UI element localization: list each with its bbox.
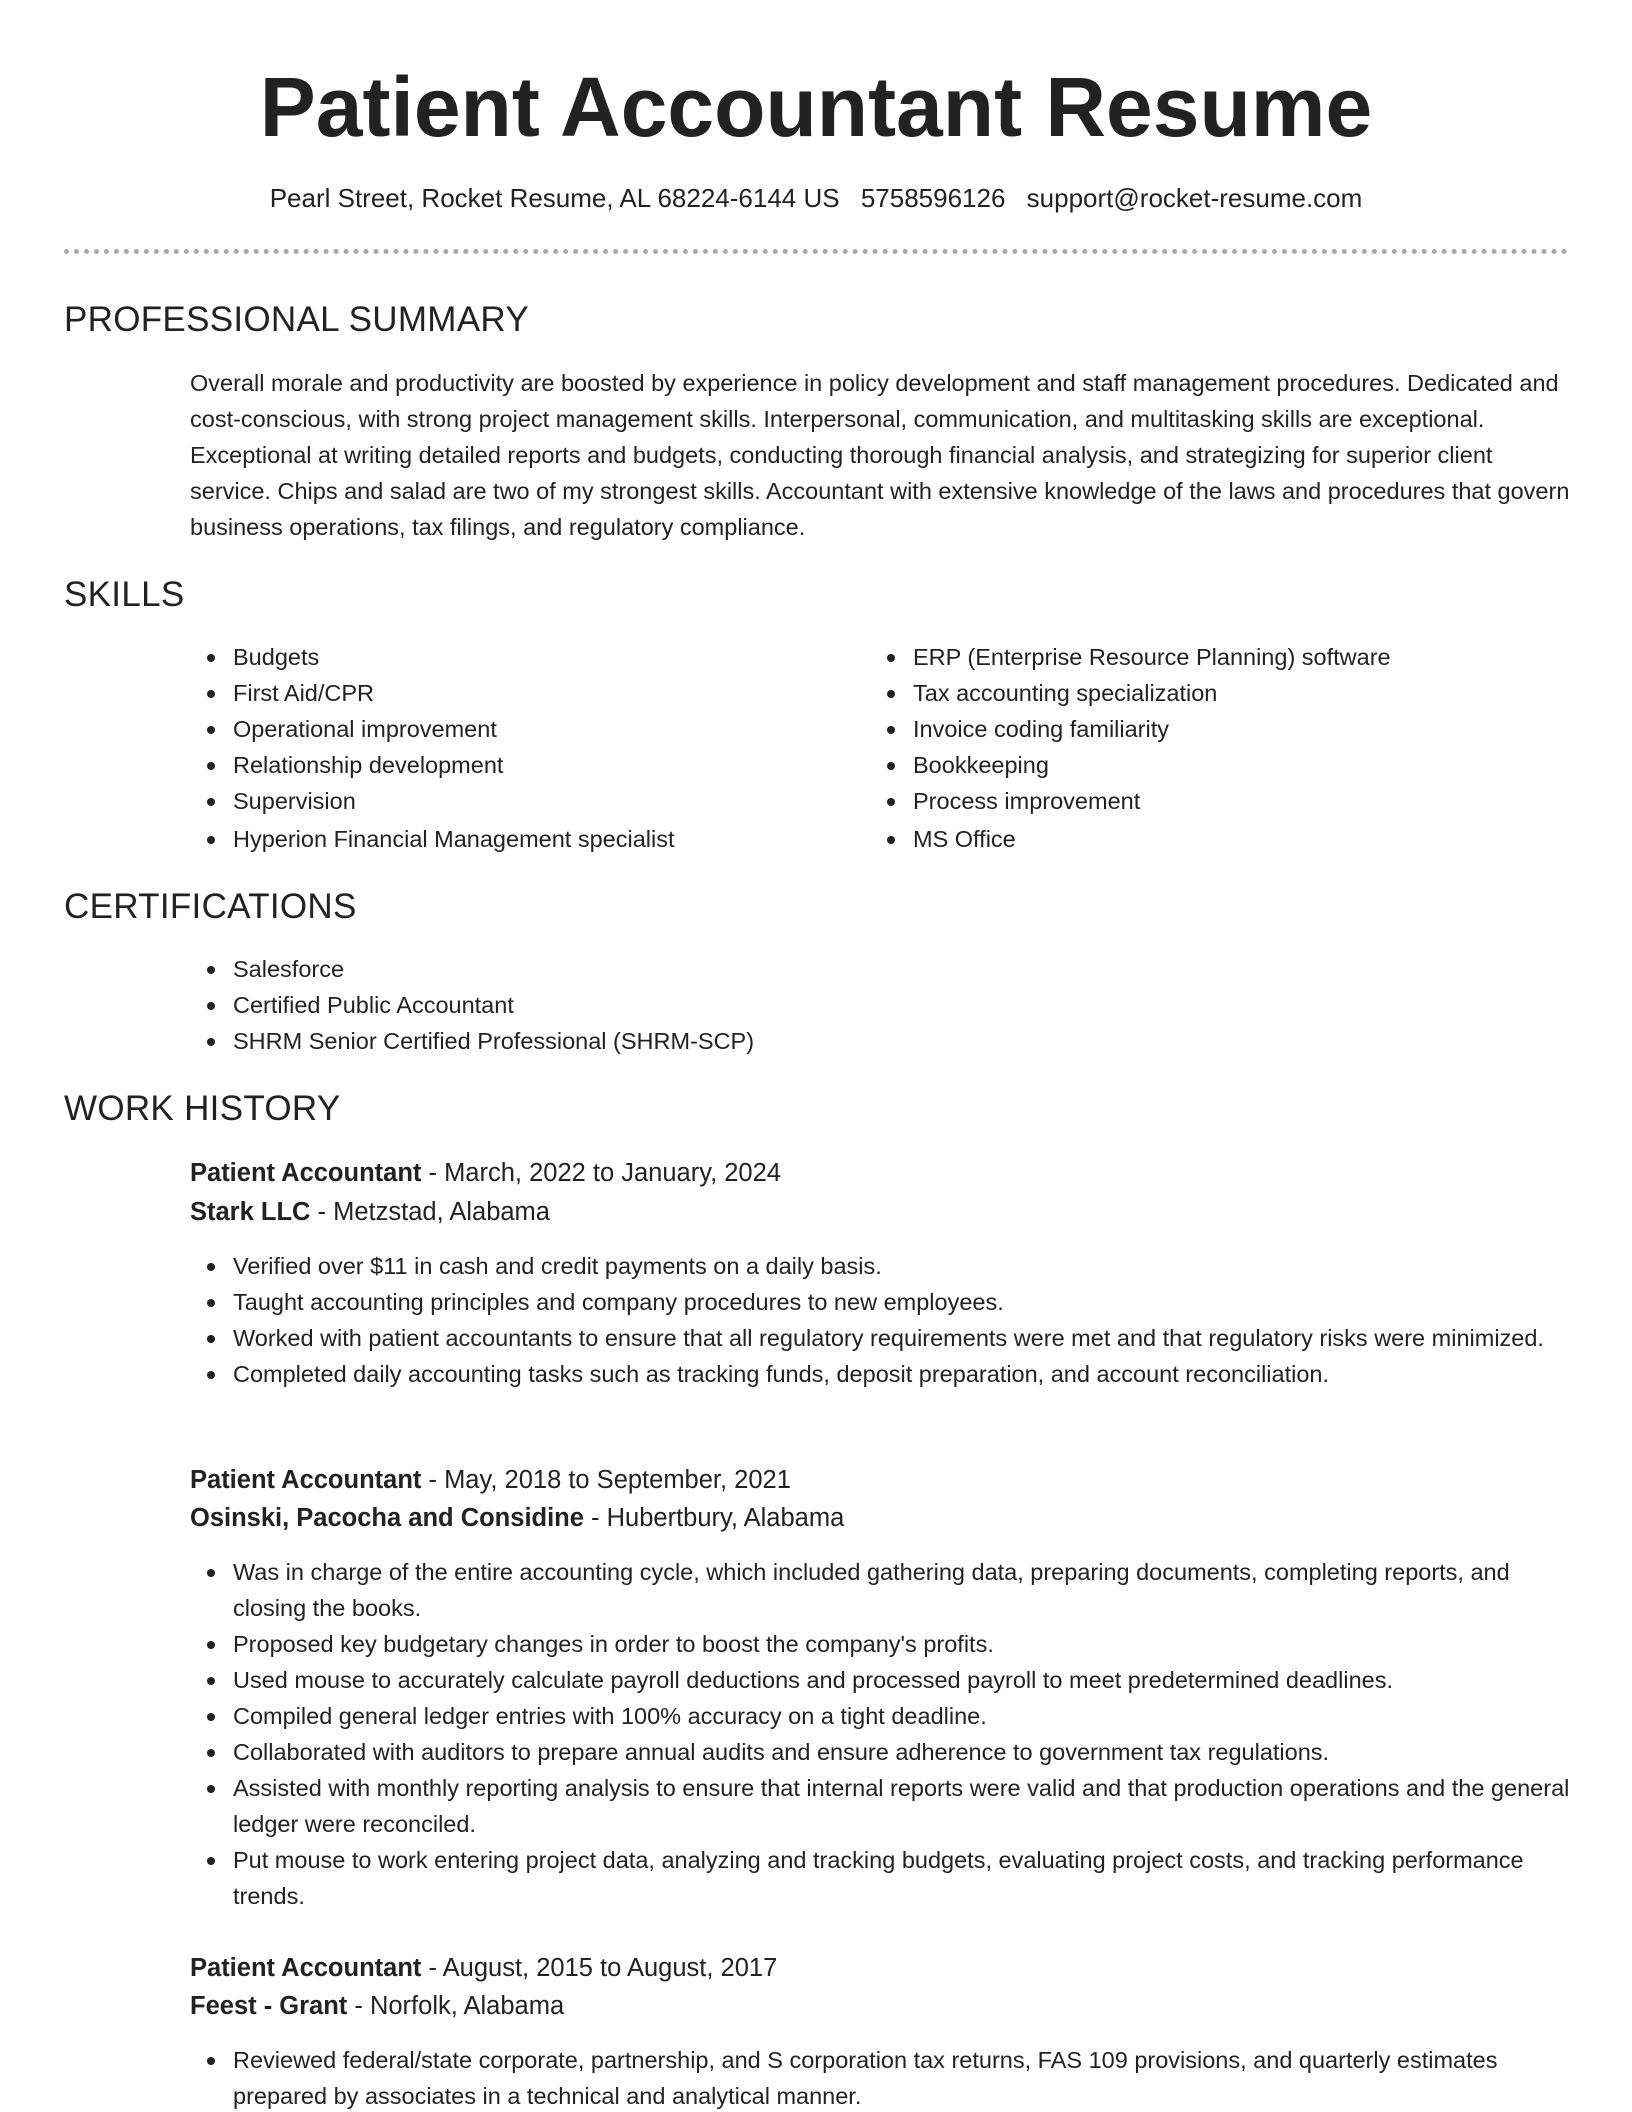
list-item: SHRM Senior Certified Professional (SHRM-SCP) <box>190 1023 1570 1059</box>
list-item: ERP (Enterprise Resource Planning) software <box>870 639 1570 675</box>
list-item: Completed daily accounting tasks such as tracking funds, deposit preparation, and account reconciliation. <box>190 1356 1580 1392</box>
list-item: Invoice coding familiarity <box>870 711 1570 747</box>
list-item: Assisted with monthly reporting analysis to ensure that internal reports were valid and that production operations and the general ledger were reconciled. <box>190 1770 1580 1842</box>
job-role: Patient Accountant <box>190 1159 422 1187</box>
address-text: Pearl Street, Rocket Resume, AL 68224-6144 US <box>269 183 840 213</box>
job-location: - Metzstad, Alabama <box>310 1198 550 1226</box>
skills-list-left <box>190 639 830 857</box>
contact-line <box>0 180 1632 216</box>
list-item: Tax accounting specialization <box>870 675 1570 711</box>
email-text: support@rocket-resume.com <box>1026 183 1363 213</box>
list-item: Relationship development <box>190 747 830 783</box>
job-company-line <box>190 1987 564 2025</box>
job-company: Stark LLC <box>190 1198 311 1226</box>
skills-heading: SKILLS <box>64 575 185 614</box>
list-item: Process improvement <box>870 783 1570 819</box>
job-duties-list <box>190 2042 1580 2112</box>
job-role: Patient Accountant <box>190 1954 422 1982</box>
header-divider <box>64 249 1568 254</box>
list-item: Salesforce <box>190 951 1570 987</box>
job-company-line <box>190 1499 844 1537</box>
job-duties-list <box>190 1248 1580 1392</box>
job-company: Osinski, Pacocha and Considine <box>190 1504 584 1532</box>
list-item: Hyperion Financial Management specialist <box>190 821 830 857</box>
certifications-list <box>190 951 1570 1059</box>
phone-text: 5758596126 <box>860 183 1006 213</box>
list-item: Operational improvement <box>190 711 830 747</box>
job-location: - Hubertbury, Alabama <box>583 1504 845 1532</box>
job-location: - Norfolk, Alabama <box>347 1992 565 2020</box>
resume-title: Patient Accountant Resume <box>259 60 1373 154</box>
list-item: Certified Public Accountant <box>190 987 1570 1023</box>
job-dates: - May, 2018 to September, 2021 <box>421 1466 791 1494</box>
summary-text: Overall morale and productivity are boosted by experience in policy development and staff management procedures. Dedicated and cost-conscious, with strong project management skills. Interpersonal, communication, and multitasking skills are exceptional. Exceptional at writing detailed reports and budgets, conducting thorough financial analysis, and strategizing for superior client service. Chips and salad are two of my strongest skills. Accountant with extensive knowledge of the laws and procedures that govern business operations, tax filings, and regulatory compliance. <box>190 370 1570 540</box>
list-item: Was in charge of the entire accounting cycle, which included gathering data, preparing documents, completing reports, and closing the books. <box>190 1554 1580 1626</box>
list-item: Taught accounting principles and company procedures to new employees. <box>190 1284 1580 1320</box>
job-title-line <box>190 1154 781 1192</box>
list-item: Collaborated with auditors to prepare annual audits and ensure adherence to government tax regulations. <box>190 1734 1580 1770</box>
job-company: Feest - Grant <box>190 1992 348 2020</box>
skills-list-right <box>870 639 1570 857</box>
job-dates: - March, 2022 to January, 2024 <box>421 1159 781 1187</box>
certifications-heading: CERTIFICATIONS <box>64 887 357 926</box>
job-duties-list <box>190 1554 1580 1914</box>
list-item: Used mouse to accurately calculate payroll deductions and processed payroll to meet predetermined deadlines. <box>190 1662 1580 1698</box>
list-item: Reviewed federal/state corporate, partnership, and S corporation tax returns, FAS 109 provisions, and quarterly estimates prepared by associates in a technical and analytical manner. <box>190 2042 1580 2112</box>
work-history-heading: WORK HISTORY <box>64 1089 341 1128</box>
list-item: First Aid/CPR <box>190 675 830 711</box>
job-title-line <box>190 1949 777 1987</box>
list-item: Proposed key budgetary changes in order to boost the company's profits. <box>190 1626 1580 1662</box>
job-title-line <box>190 1461 791 1499</box>
job-role: Patient Accountant <box>190 1466 422 1494</box>
summary-heading: PROFESSIONAL SUMMARY <box>64 300 529 339</box>
list-item: Compiled general ledger entries with 100% accuracy on a tight deadline. <box>190 1698 1580 1734</box>
list-item: Worked with patient accountants to ensure that all regulatory requirements were met and that regulatory risks were minimized. <box>190 1320 1580 1356</box>
list-item: Verified over $11 in cash and credit payments on a daily basis. <box>190 1248 1580 1284</box>
list-item: Put mouse to work entering project data, analyzing and tracking budgets, evaluating project costs, and tracking performance trends. <box>190 1842 1580 1914</box>
list-item: Budgets <box>190 639 830 675</box>
job-company-line <box>190 1193 550 1231</box>
list-item: Supervision <box>190 783 830 819</box>
list-item: Bookkeeping <box>870 747 1570 783</box>
list-item: MS Office <box>870 821 1570 857</box>
job-dates: - August, 2015 to August, 2017 <box>421 1954 778 1982</box>
